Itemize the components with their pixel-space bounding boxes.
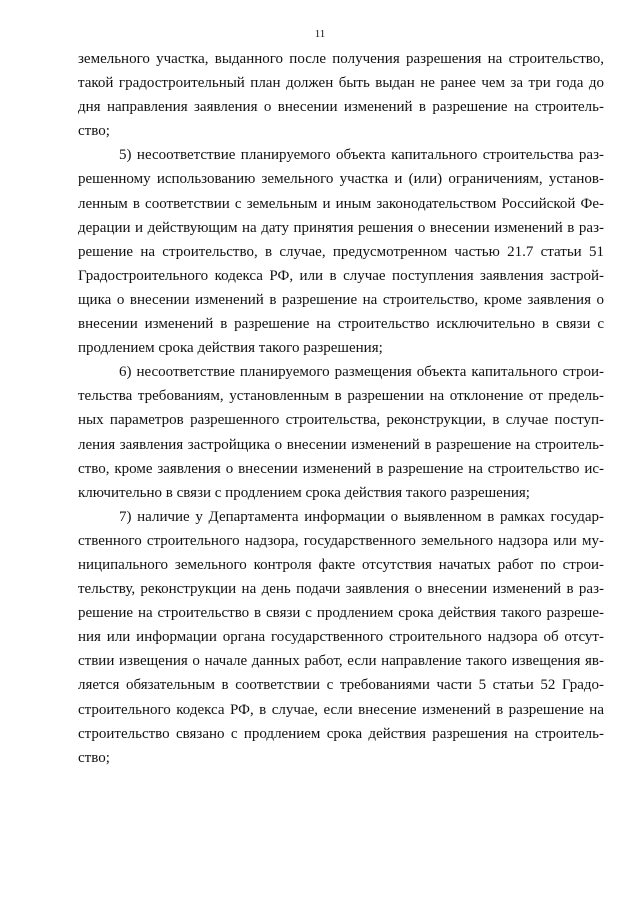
paragraph-4 xyxy=(78,505,604,770)
page-number: 11 xyxy=(314,28,326,40)
text-line: ство; xyxy=(78,749,110,766)
text-line: ных параметров разрешенного строительства, реконструкции, в случае поступ- xyxy=(78,412,604,429)
text-line: 7) наличие у Департамента информации о выявленном в рамках государ- xyxy=(119,508,604,525)
paragraph-2 xyxy=(78,143,604,360)
text-line: такой градостроительный план должен быть выдан не ранее чем за три года до xyxy=(78,75,604,92)
paragraph-1 xyxy=(78,47,604,143)
text-line: ключительно в связи с продлением срока действия такого разрешения; xyxy=(78,484,530,501)
text-line: решение на строительство, в случае, предусмотренном частью 21.7 статьи 51 xyxy=(78,243,604,260)
text-line: решенному использованию земельного участка и (или) ограничениям, установ- xyxy=(78,171,604,188)
text-line: решение на строительство в связи с продлением срока действия такого разреше- xyxy=(78,605,604,622)
text-line: ленным в соответствии с земельным и иным законодательством Российской Фе- xyxy=(78,195,604,212)
text-line: щика о внесении изменений в разрешение на строительство, кроме заявления о xyxy=(78,291,604,308)
text-line: земельного участка, выданного после получения разрешения на строительство, xyxy=(78,51,604,67)
text-line: ствии извещения о начале данных работ, если направление такого извещения яв- xyxy=(78,653,604,670)
text-line: ство, кроме заявления о внесении изменений в разрешение на строительство ис- xyxy=(78,460,604,477)
text-line: Градостроительного кодекса РФ, или в случае поступления заявления застрой- xyxy=(78,267,604,284)
text-line: строительство связано с продлением срока действия разрешения на строитель- xyxy=(78,725,604,742)
text-line: тельству, реконструкции на день подачи заявления о внесении изменений в раз- xyxy=(78,581,604,598)
text-line: 6) несоответствие планируемого размещения объекта капитального строи- xyxy=(119,364,604,381)
text-line: ство; xyxy=(78,123,110,140)
text-line: ния или информации органа государственного строительного надзора об отсут- xyxy=(78,629,604,646)
text-line: дня направления заявления о внесении изменений в разрешение на строитель- xyxy=(78,99,604,116)
text-line: ления заявления застройщика о внесении изменений в разрешение на строитель- xyxy=(78,436,604,453)
text-line: дерации и действующим на дату принятия решения о внесении изменений в раз- xyxy=(78,219,604,236)
text-line: продлением срока действия такого разрешения; xyxy=(78,340,383,357)
text-line: ляется обязательным в соответствии с требованиями части 5 статьи 52 Градо- xyxy=(78,677,604,694)
text-line: ниципального земельного контроля факте отсутствия начатых работ по строи- xyxy=(78,556,604,573)
document-body xyxy=(78,47,604,770)
text-line: внесении изменений в разрешение на строительство исключительно в связи с xyxy=(78,316,604,333)
text-line: строительного кодекса РФ, в случае, если внесение изменений в разрешение на xyxy=(78,701,604,718)
text-line: ственного строительного надзора, государственного земельного надзора или му- xyxy=(78,532,604,549)
text-line: 5) несоответствие планируемого объекта капитального строительства раз- xyxy=(119,147,604,164)
text-line: тельства требованиям, установленным в разрешении на отклонение от предель- xyxy=(78,388,604,405)
paragraph-3 xyxy=(78,360,604,505)
